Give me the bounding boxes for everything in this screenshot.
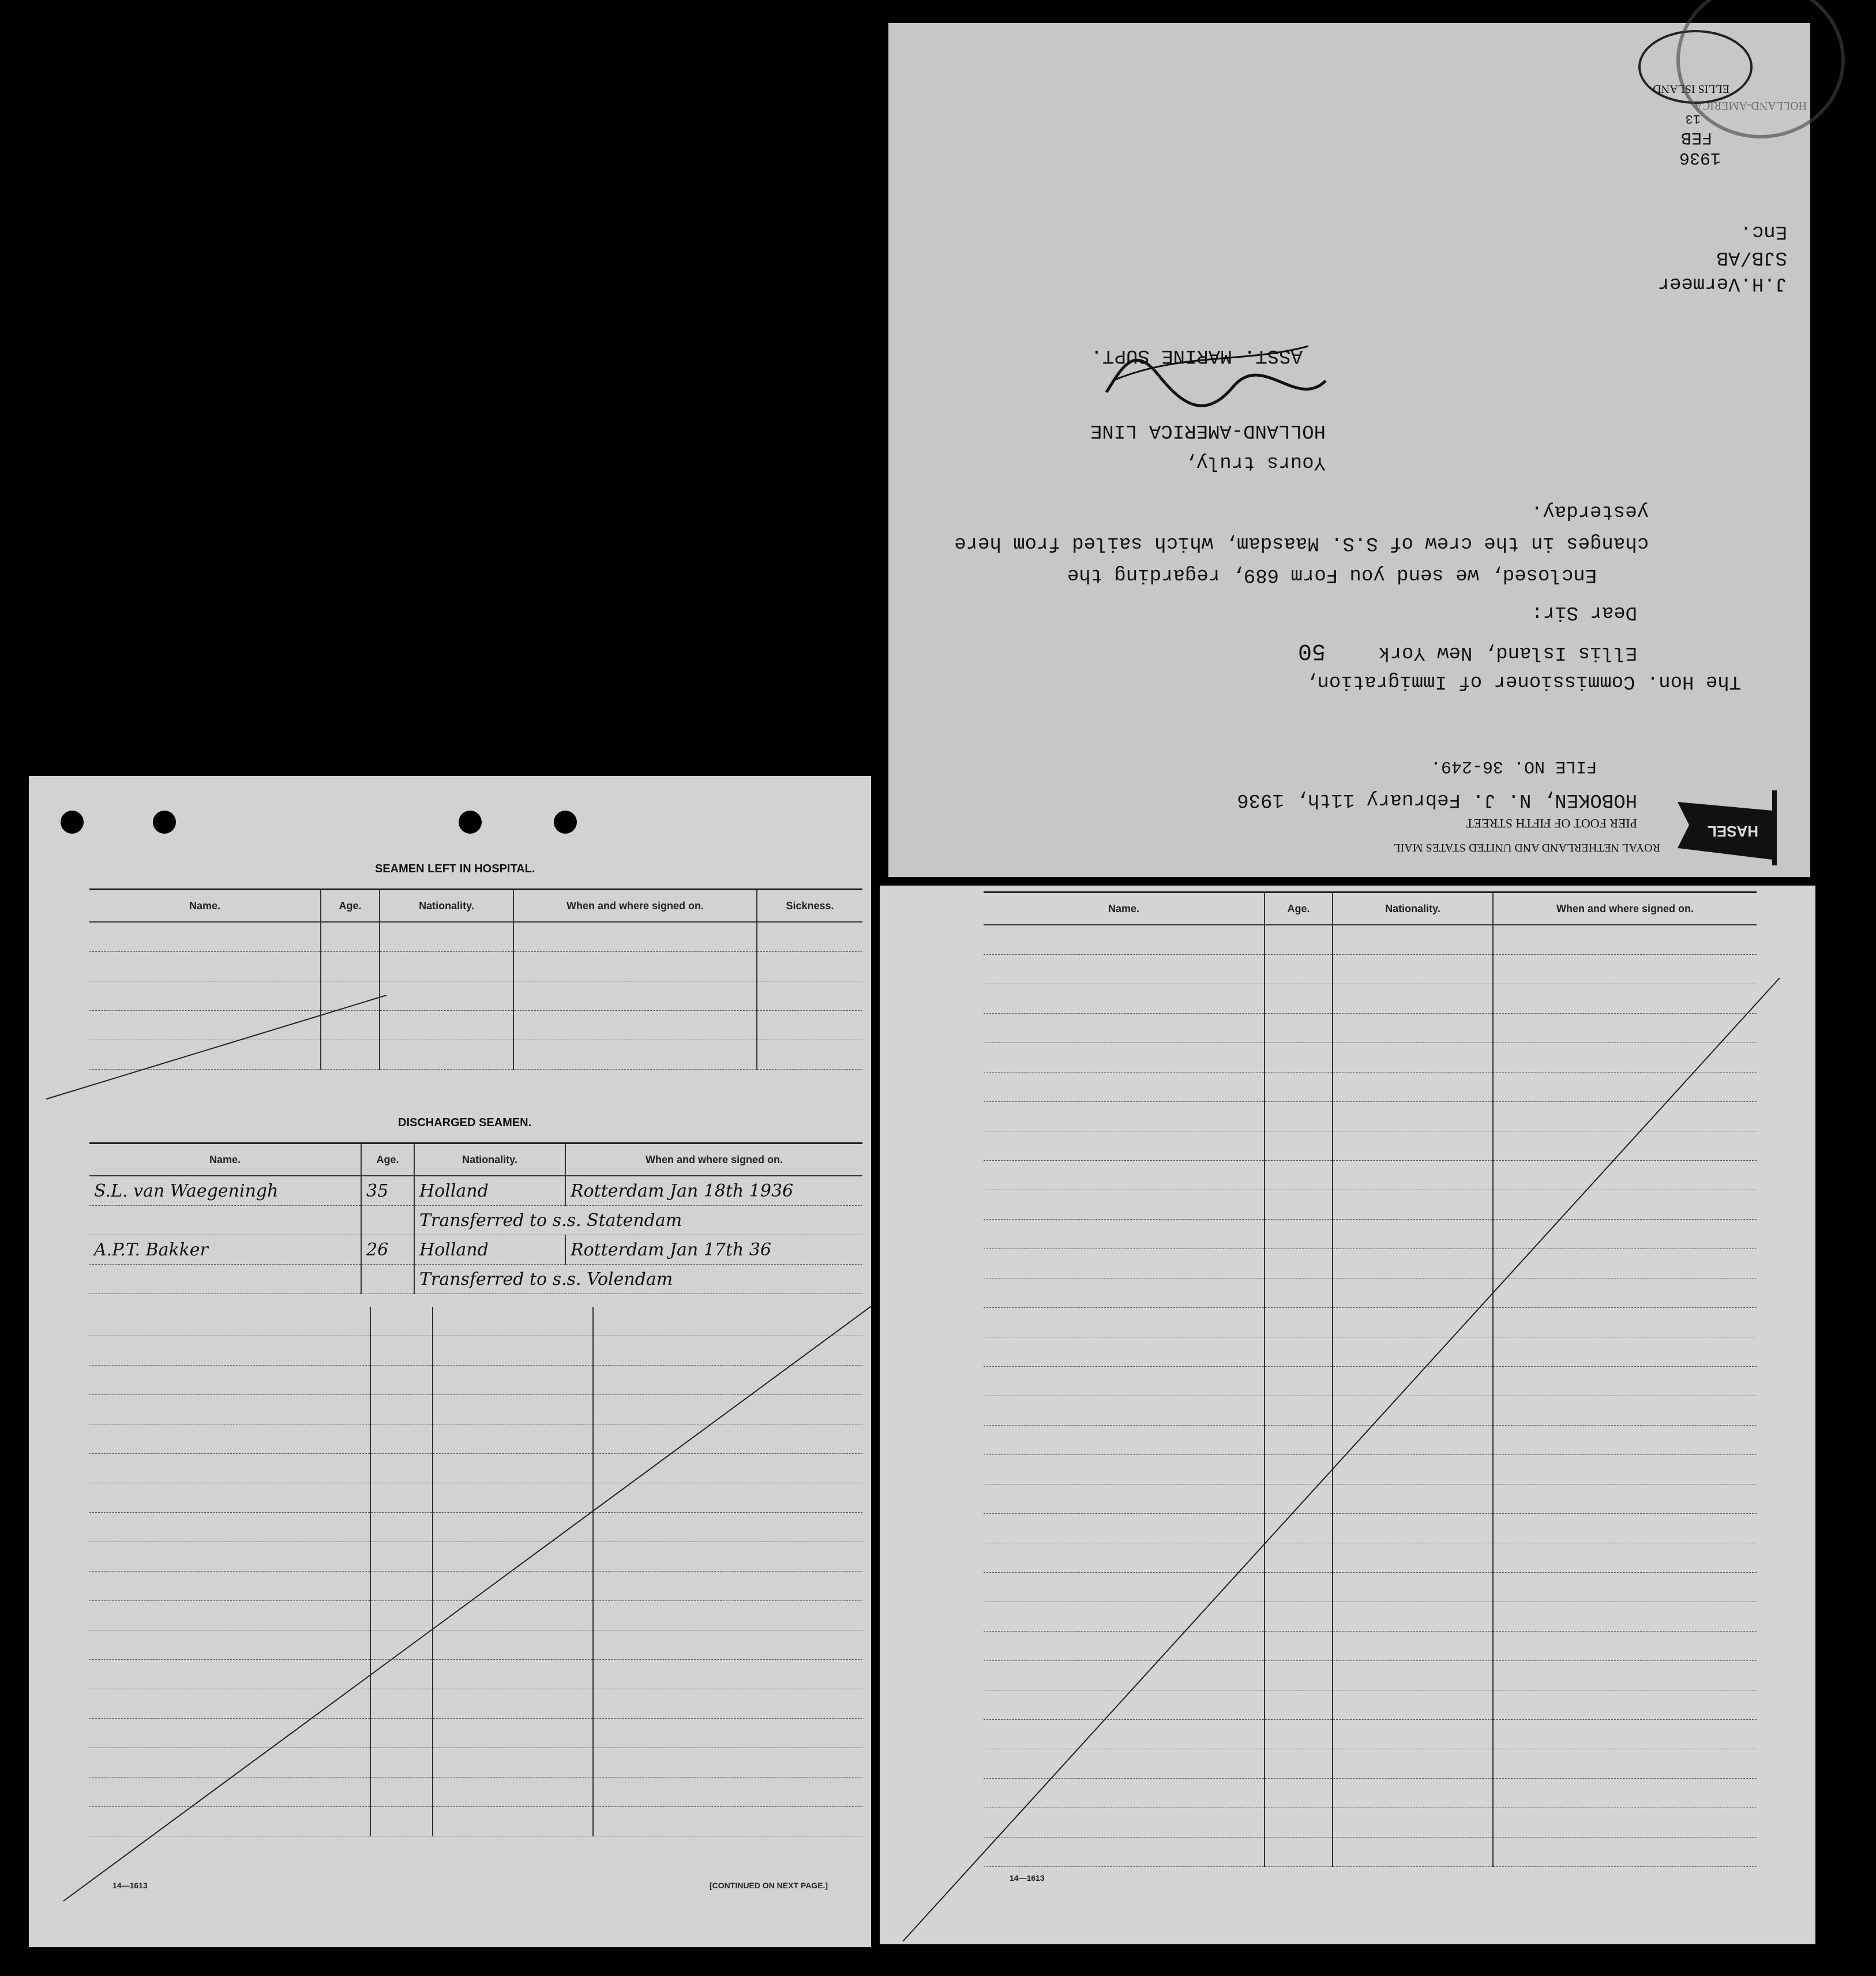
col-signed-on: When and where signed on.: [1493, 893, 1757, 925]
transfer-note: Transferred to s.s. Volendam: [414, 1265, 862, 1294]
salutation: Dear Sir:: [1531, 601, 1637, 623]
file-number: FILE NO. 36-249.: [1430, 756, 1597, 776]
letter-date: HOBOKEN, N. J. February 11th, 1936: [1237, 789, 1637, 811]
body-line-1: Enclosed, we send you Form 689, regarding the: [1067, 564, 1597, 586]
col-nationality: Nationality.: [1333, 893, 1493, 925]
seaman-signed-on: Rotterdam Jan 17th 36: [565, 1235, 862, 1265]
letter-content: [888, 23, 1810, 877]
col-sickness: Sickness.: [757, 890, 862, 923]
col-age: Age.: [321, 890, 380, 923]
letter-page: [888, 23, 1810, 877]
letterhead-mail: ROYAL NETHERLAND AND UNITED STATES MAIL: [1393, 841, 1660, 854]
closing: Yours truly,: [1184, 451, 1326, 473]
seaman-signed-on: Rotterdam Jan 18th 1936: [565, 1176, 862, 1206]
form-right-page: [880, 886, 1815, 1944]
addressee-line-2: Ellis Island, New York: [1378, 642, 1637, 663]
col-signed-on: When and where signed on.: [565, 1143, 862, 1176]
signer-name: J.H.Vermeer: [1657, 272, 1787, 294]
seaman-nationality: Holland: [414, 1235, 565, 1265]
col-age: Age.: [361, 1143, 414, 1176]
col-nationality: Nationality.: [380, 890, 513, 923]
body-line-2: changes in the crew of S.S. Maasdam, which sailed from here: [954, 532, 1649, 554]
typist-initials: SJB/AB: [1716, 246, 1787, 268]
seaman-age: 35: [361, 1176, 414, 1206]
col-name: Name.: [89, 1143, 361, 1176]
form-number: 14—1613: [112, 1881, 148, 1890]
form-number: 14—1613: [1010, 1873, 1045, 1883]
seaman-nationality: Holland: [414, 1176, 565, 1206]
col-name: Name.: [89, 890, 321, 923]
form-left-page: [29, 776, 871, 1947]
col-name: Name.: [984, 893, 1265, 925]
cancel-slash-line: [880, 886, 1815, 1944]
letterhead-pier: PIER FOOT OF FIFTH STREET: [1466, 816, 1637, 831]
col-signed-on: When and where signed on.: [513, 890, 757, 923]
flag-logo: [1672, 790, 1787, 865]
ellis-island-date-stamp: ELLIS ISLAND 1936 FEB 13: [1637, 29, 1753, 167]
cancel-slash-lines: [29, 776, 871, 1947]
seaman-age: 26: [361, 1235, 414, 1265]
seaman-name: A.P.T. Bakker: [89, 1235, 361, 1265]
enclosure: Enc.: [1740, 220, 1787, 242]
discharged-heading: DISCHARGED SEAMEN.: [398, 1116, 532, 1129]
company-seal-stamp: HOLLAND-AMERICA: [1676, 0, 1845, 138]
company-name: HOLLAND-AMERICA LINE: [1090, 419, 1326, 441]
hospital-heading: SEAMEN LEFT IN HOSPITAL.: [375, 863, 535, 875]
col-age: Age.: [1265, 893, 1333, 925]
signer-title: ASST. MARINE SUPT.: [1090, 344, 1303, 366]
continued-note: [CONTINUED ON NEXT PAGE.]: [710, 1881, 828, 1890]
seaman-name: S.L. van Waegeningh: [89, 1176, 361, 1206]
svg-text:HASEL: HASEL: [1707, 823, 1758, 840]
handwritten-mark: 50: [1297, 638, 1326, 663]
transfer-note: Transferred to s.s. Statendam: [414, 1206, 862, 1235]
body-line-3: yesterday.: [1530, 500, 1649, 522]
addressee-line-1: The Hon. Commissioner of Immigration,: [1305, 670, 1741, 692]
col-nationality: Nationality.: [414, 1143, 565, 1176]
